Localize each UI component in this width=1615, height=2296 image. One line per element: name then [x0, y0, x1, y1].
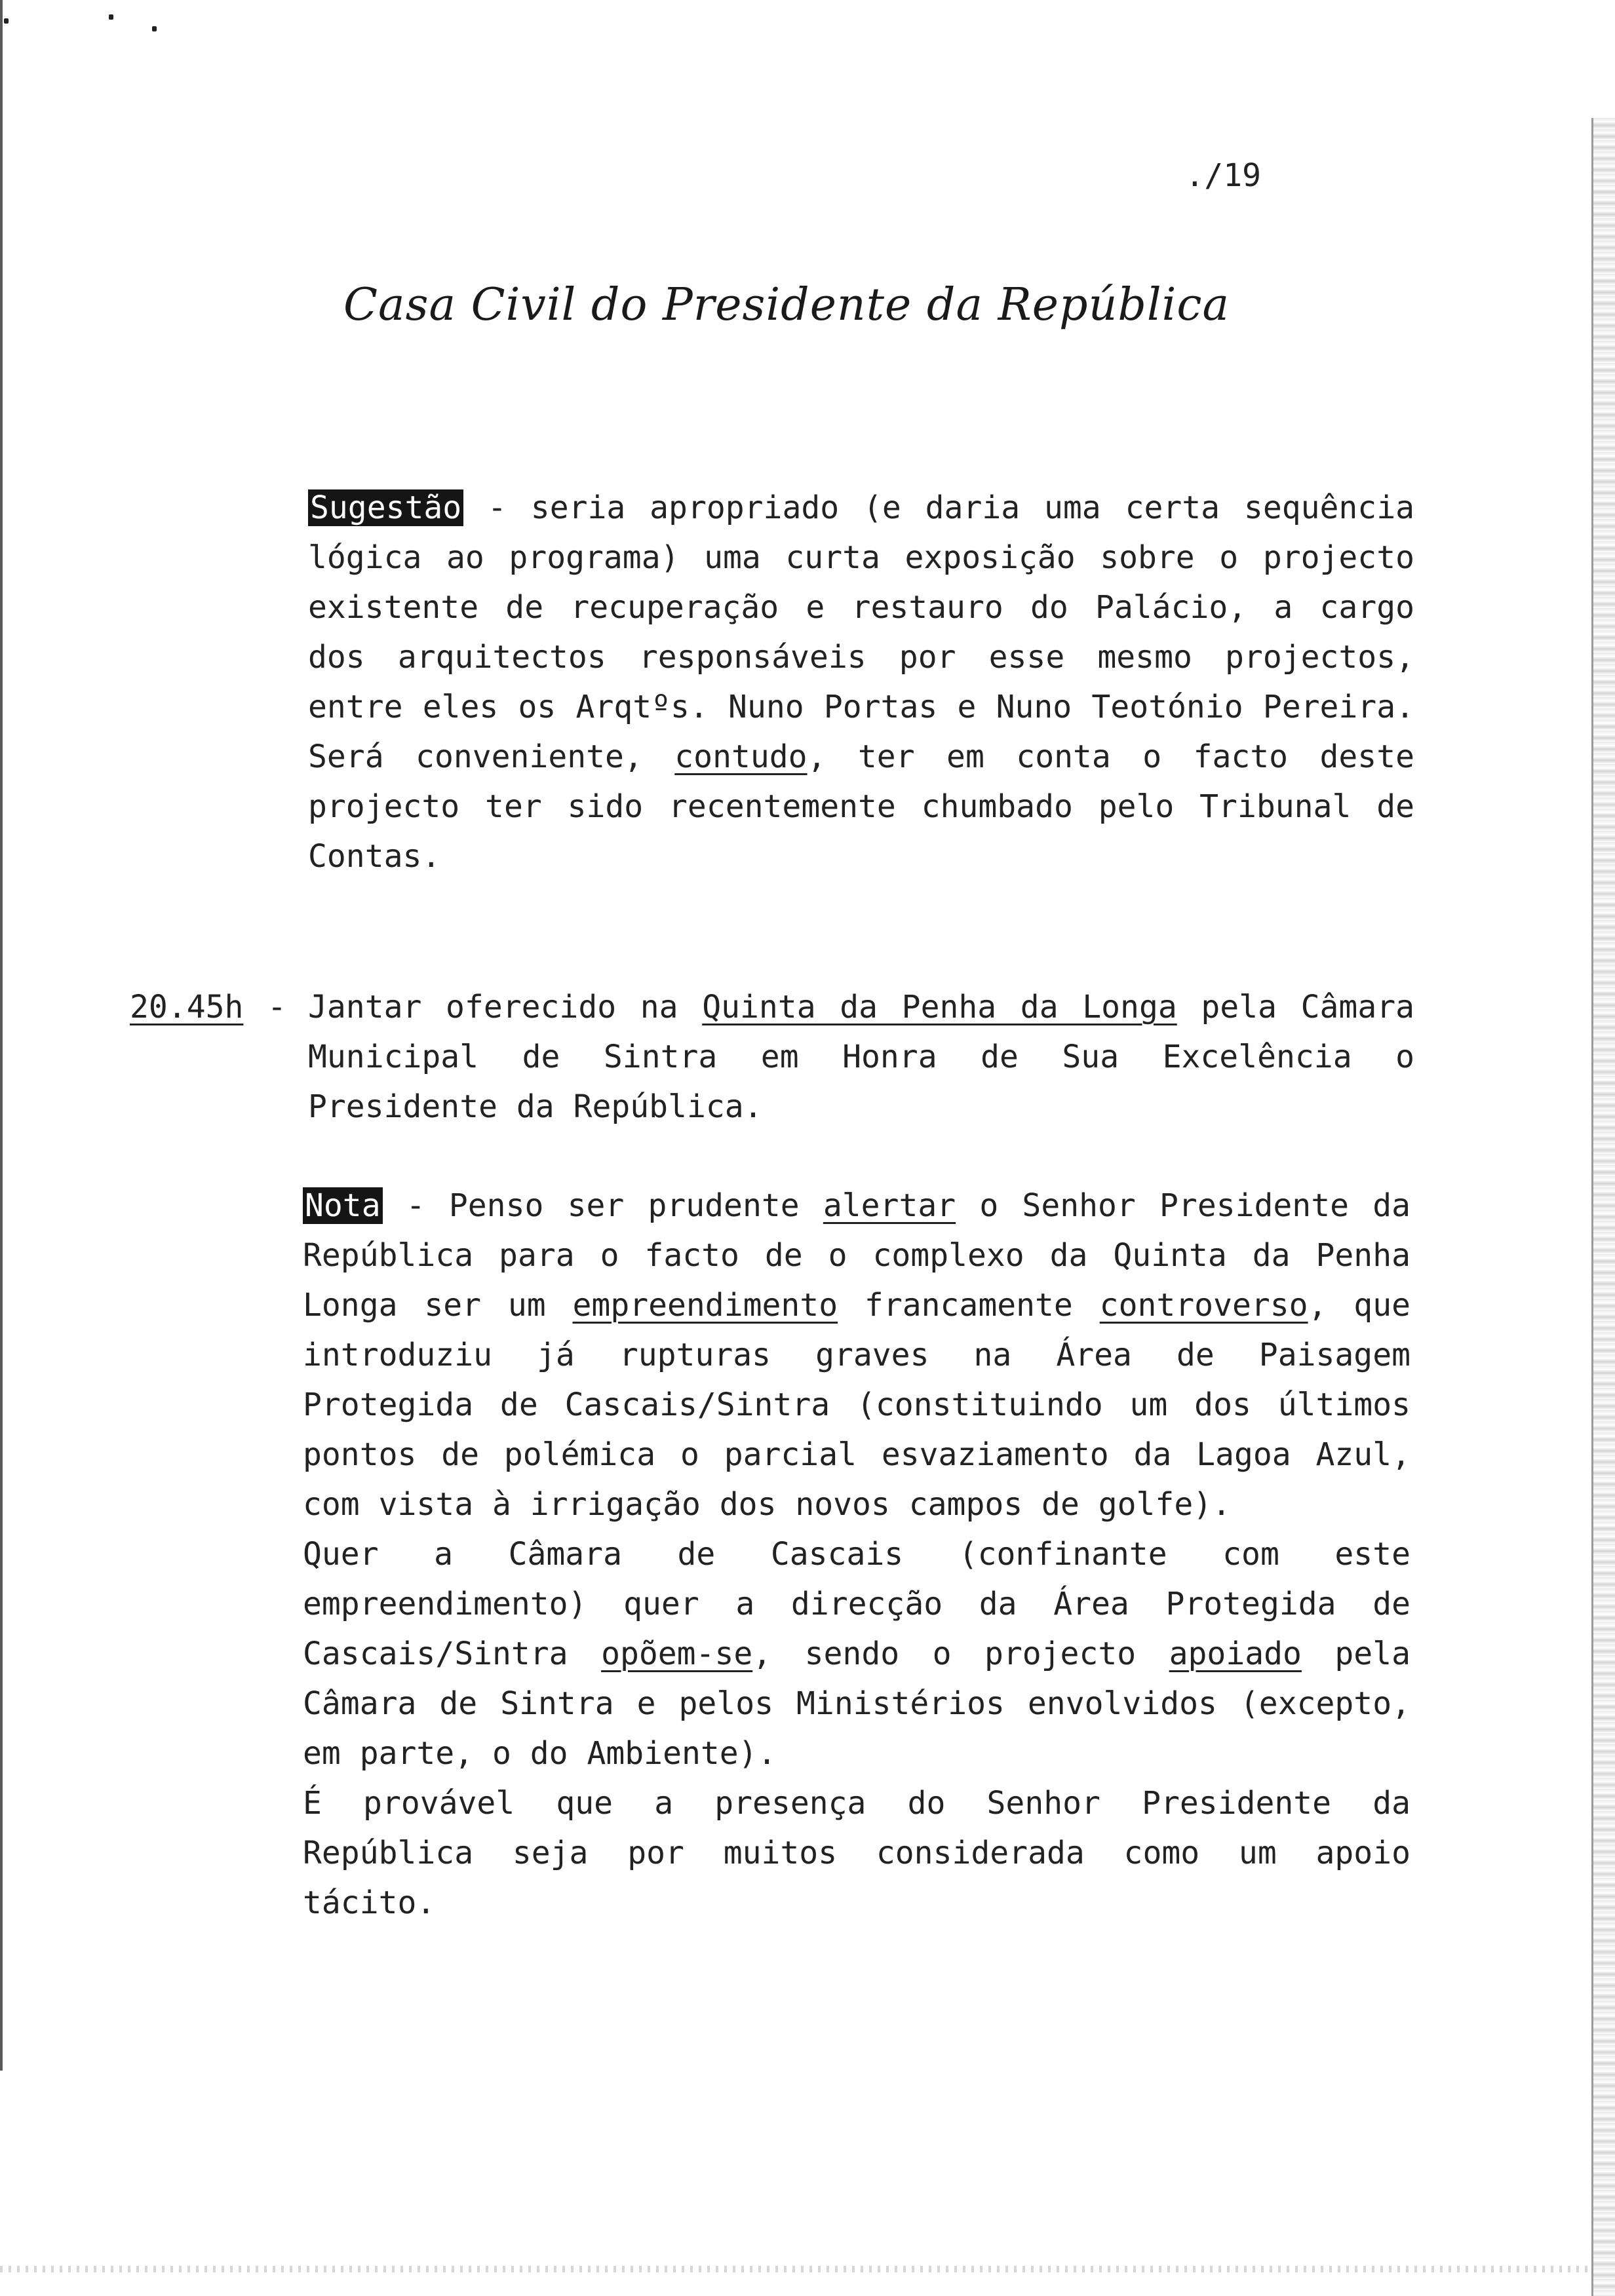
scan-bottom-noise	[0, 2266, 1591, 2272]
scan-speck	[152, 26, 157, 31]
note-paragraph	[303, 1181, 1411, 1928]
note-text: , que introduziu já rupturas graves na Área de Paisagem Protegida de Cascais/Sintra (constituindo um dos últimos pontos de polémica o parcial esvaziamento da Lagoa Azul, com vista à irrigação dos novos campos de golfe).	[303, 1287, 1411, 1523]
letterhead-script	[343, 262, 1230, 347]
event-time: 20.45h	[130, 989, 244, 1025]
suggestion-text: - seria apropriado (e daria uma certa sequência lógica ao programa) uma curta exposição sobre o projecto existente de recuperação e restauro do Palácio, a cargo dos arquitectos responsáveis por esse mesmo projectos, entre eles os Arqtºs. Nuno Portas e Nuno Teotónio Pereira. Será conveniente,	[308, 489, 1414, 775]
note-text: É provável que a presença do Senhor Presidente da República seja por muitos considerada como um apoio tácito.	[303, 1785, 1411, 1921]
suggestion-underline: contudo	[674, 738, 808, 775]
suggestion-text-end: , ter em conta o facto deste projecto ter sido recentemente chumbado pelo Tribunal de Contas.	[308, 738, 1414, 875]
event-dash: -	[267, 989, 286, 1025]
note-text: francamente	[838, 1287, 1100, 1324]
page-number: ./19	[1185, 157, 1261, 194]
suggestion-paragraph	[308, 483, 1414, 881]
note-text: Quer a Câmara de Cascais (confinante com este empreendimento) quer a direcção da Área Protegida de Cascais/Sintra	[303, 1536, 1411, 1672]
note-underline-apoiado: apoiado	[1169, 1636, 1302, 1672]
note-text: , sendo o projecto	[752, 1636, 1169, 1672]
note-underline-alertar: alertar	[823, 1187, 956, 1224]
note-underline-empreendimento: empreendimento	[572, 1287, 838, 1324]
event-text: Jantar oferecido na	[308, 989, 703, 1025]
scan-right-edge	[1591, 118, 1615, 2296]
note-text: - Penso ser prudente	[382, 1187, 823, 1224]
event-venue: Quinta da Penha da Longa	[702, 989, 1177, 1025]
scan-left-edge	[0, 0, 3, 2071]
note-underline-opoem: opõem-se	[601, 1636, 753, 1672]
scan-speck	[4, 18, 9, 24]
suggestion-label: Sugestão	[308, 489, 463, 526]
event-text-end: pela Câmara Municipal de Sintra em Honra de Sua Excelência o Presidente da República.	[308, 989, 1415, 1125]
note-text: pela Câmara de Sintra e pelos Ministérios envolvidos (excepto, em parte, o do Ambiente).	[303, 1636, 1411, 1772]
note-label: Nota	[303, 1187, 383, 1224]
scan-speck	[109, 14, 113, 20]
event-paragraph	[308, 982, 1414, 1132]
note-underline-controverso: controverso	[1099, 1287, 1308, 1324]
note-text: o Senhor Presidente da República para o facto de o complexo da Quinta da Penha Longa ser um	[303, 1187, 1411, 1324]
letterhead-text: Casa Civil do Presidente da República	[343, 279, 1230, 331]
